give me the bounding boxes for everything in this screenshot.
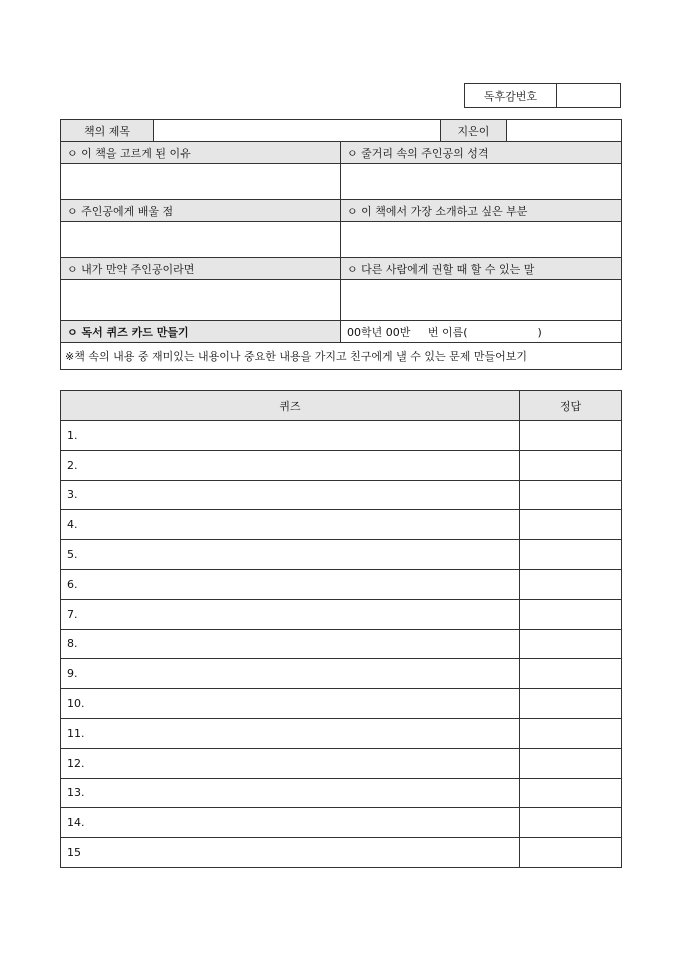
quiz-header-row — [61, 391, 622, 421]
table-row — [61, 510, 622, 540]
table-row — [61, 659, 622, 689]
if-i-were-field[interactable] — [61, 280, 341, 321]
table-row — [61, 629, 622, 659]
lessons-label: ㅇ 주인공에게 배울 점 — [61, 200, 341, 222]
book-report-table — [60, 119, 622, 370]
author-label: 지은이 — [441, 120, 507, 142]
quiz-section-row — [61, 321, 622, 343]
quiz-answer-cell[interactable] — [520, 629, 622, 659]
section-header-row — [61, 200, 622, 222]
quiz-answer-cell[interactable] — [520, 808, 622, 838]
quiz-question-cell[interactable]: 11. — [61, 718, 520, 748]
quiz-question-cell[interactable]: 1. — [61, 421, 520, 451]
quiz-answer-cell[interactable] — [520, 748, 622, 778]
table-row — [61, 569, 622, 599]
table-row — [61, 808, 622, 838]
quiz-instruction: ※책 속의 내용 중 재미있는 내용이나 중요한 내용을 가지고 친구에게 낼 수 있는 문제 만들어보기 — [61, 343, 622, 370]
quiz-answer-cell[interactable] — [520, 569, 622, 599]
lessons-field[interactable] — [61, 222, 341, 258]
recommendation-label: ㅇ 다른 사람에게 권할 때 할 수 있는 말 — [341, 258, 622, 280]
quiz-section-title: ㅇ 독서 퀴즈 카드 만들기 — [61, 321, 341, 343]
quiz-question-cell[interactable]: 7. — [61, 599, 520, 629]
quiz-answer-cell[interactable] — [520, 689, 622, 719]
quiz-question-cell[interactable]: 15 — [61, 838, 520, 868]
quiz-answer-cell[interactable] — [520, 480, 622, 510]
book-title-field[interactable] — [154, 120, 441, 142]
reading-number-field[interactable] — [557, 84, 620, 107]
protagonist-personality-field[interactable] — [341, 164, 622, 200]
quiz-answer-cell[interactable] — [520, 450, 622, 480]
reason-chosen-label: ㅇ 이 책을 고르게 된 이유 — [61, 142, 341, 164]
answer-column-header: 정답 — [520, 391, 622, 421]
table-row — [61, 748, 622, 778]
book-info-row — [61, 120, 622, 142]
quiz-answer-cell[interactable] — [520, 540, 622, 570]
quiz-table — [60, 390, 622, 868]
section-header-row — [61, 142, 622, 164]
table-row — [61, 480, 622, 510]
reading-number-label: 독후감번호 — [465, 84, 557, 107]
quiz-question-cell[interactable]: 6. — [61, 569, 520, 599]
quiz-question-cell[interactable]: 13. — [61, 778, 520, 808]
favorite-part-field[interactable] — [341, 222, 622, 258]
quiz-question-cell[interactable]: 14. — [61, 808, 520, 838]
quiz-answer-cell[interactable] — [520, 421, 622, 451]
protagonist-personality-label: ㅇ 줄거리 속의 주인공의 성격 — [341, 142, 622, 164]
quiz-answer-cell[interactable] — [520, 510, 622, 540]
quiz-answer-cell[interactable] — [520, 838, 622, 868]
table-row — [61, 421, 622, 451]
reason-chosen-field[interactable] — [61, 164, 341, 200]
author-field[interactable] — [507, 120, 622, 142]
section-body-row — [61, 222, 622, 258]
section-body-row — [61, 280, 622, 321]
reading-number-box — [464, 83, 621, 108]
table-row — [61, 599, 622, 629]
table-row — [61, 689, 622, 719]
book-title-label: 책의 제목 — [61, 120, 154, 142]
quiz-question-cell[interactable]: 4. — [61, 510, 520, 540]
quiz-answer-cell[interactable] — [520, 778, 622, 808]
quiz-question-cell[interactable]: 8. — [61, 629, 520, 659]
quiz-column-header: 퀴즈 — [61, 391, 520, 421]
quiz-question-cell[interactable]: 2. — [61, 450, 520, 480]
section-body-row — [61, 164, 622, 200]
table-row — [61, 718, 622, 748]
table-row — [61, 778, 622, 808]
quiz-question-cell[interactable]: 10. — [61, 689, 520, 719]
quiz-answer-cell[interactable] — [520, 659, 622, 689]
quiz-question-cell[interactable]: 12. — [61, 748, 520, 778]
recommendation-field[interactable] — [341, 280, 622, 321]
table-row — [61, 838, 622, 868]
if-i-were-label: ㅇ 내가 만약 주인공이라면 — [61, 258, 341, 280]
favorite-part-label: ㅇ 이 책에서 가장 소개하고 싶은 부분 — [341, 200, 622, 222]
student-info[interactable]: 00학년 00반 번 이름( ) — [341, 321, 622, 343]
table-row — [61, 450, 622, 480]
section-header-row — [61, 258, 622, 280]
table-row — [61, 540, 622, 570]
quiz-answer-cell[interactable] — [520, 718, 622, 748]
quiz-question-cell[interactable]: 5. — [61, 540, 520, 570]
quiz-answer-cell[interactable] — [520, 599, 622, 629]
quiz-question-cell[interactable]: 9. — [61, 659, 520, 689]
quiz-question-cell[interactable]: 3. — [61, 480, 520, 510]
instruction-row — [61, 343, 622, 370]
